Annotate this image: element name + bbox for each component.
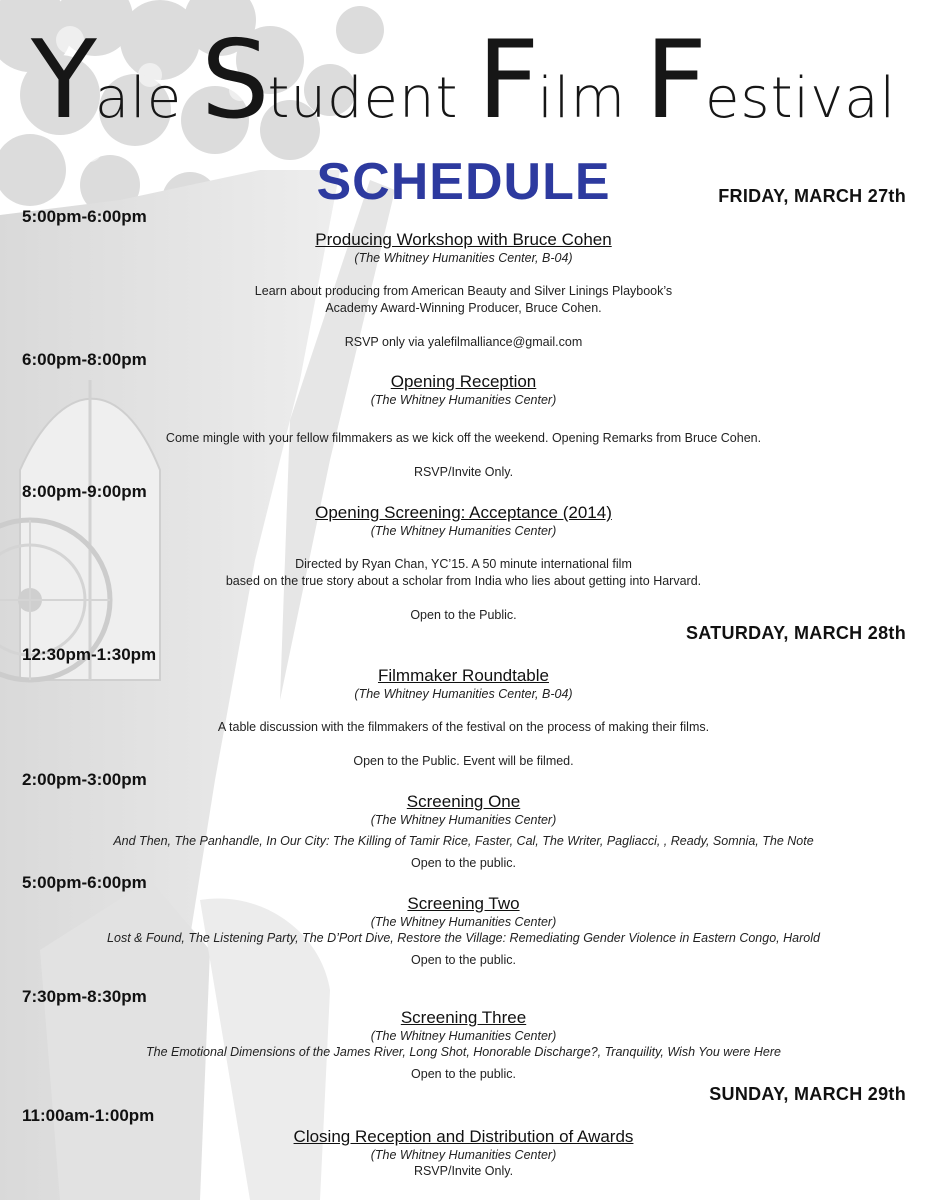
event-time: 2:00pm-3:00pm	[22, 770, 147, 789]
festival-title	[0, 18, 927, 143]
event-time: 12:30pm-1:30pm	[22, 645, 157, 664]
event-description-line: based on the true story about a scholar from India who lies about getting into Harvard.	[225, 574, 702, 588]
event-venue: (The Whitney Humanities Center)	[370, 1148, 557, 1162]
event-time: 11:00am-1:00pm	[22, 1106, 155, 1125]
event-block	[40, 230, 887, 351]
title-word: Student	[200, 18, 478, 143]
event-note: RSVP/Invite Only.	[413, 1164, 514, 1178]
event-description-line: Directed by Ryan Chan, YC’15. A 50 minute international film	[295, 557, 632, 571]
event-description-line: Academy Award-Winning Producer, Bruce Cohen.	[325, 301, 602, 315]
event-film-list: Lost & Found, The Listening Party, The D’Port Dive, Restore the Village: Remediating Gender Violence in Eastern Congo, Harold	[107, 931, 820, 945]
event-description-line: A table discussion with the filmmakers of the festival on the process of making their films.	[217, 720, 710, 734]
event-venue: (The Whitney Humanities Center)	[370, 393, 557, 407]
event-venue: (The Whitney Humanities Center, B-04)	[354, 251, 573, 265]
event-title: Screening Two	[407, 894, 520, 913]
event-film-list: The Emotional Dimensions of the James River, Long Shot, Honorable Discharge?, Tranquility, Wish You were Here	[146, 1045, 781, 1059]
event-venue: (The Whitney Humanities Center)	[370, 915, 557, 929]
day-heading-friday: FRIDAY, MARCH 27th	[718, 186, 906, 206]
event-note: Open to the public.	[411, 856, 516, 870]
event-venue: (The Whitney Humanities Center, B-04)	[354, 687, 573, 701]
event-block	[40, 503, 887, 624]
event-note: Open to the public.	[411, 1067, 516, 1081]
event-time: 5:00pm-6:00pm	[22, 873, 147, 892]
event-block	[40, 1008, 887, 1083]
event-note: Open to the Public.	[410, 608, 517, 622]
event-note: Open to the Public. Event will be filmed.	[353, 754, 574, 768]
event-time: 5:00pm-6:00pm	[22, 207, 147, 226]
title-word: Festival	[644, 18, 897, 143]
event-description-line: Come mingle with your fellow filmmakers as we kick off the weekend. Opening Remarks from Bruce Cohen.	[165, 431, 762, 445]
event-note: RSVP/Invite Only.	[413, 465, 514, 479]
title-word: Yale	[30, 18, 201, 143]
event-title: Opening Screening: Acceptance (2014)	[315, 503, 612, 522]
event-block	[40, 1127, 887, 1180]
event-description-line: Learn about producing from American Beauty and Silver Linings Playbook’s	[254, 284, 673, 298]
event-venue: (The Whitney Humanities Center)	[370, 813, 557, 827]
event-time: 6:00pm-8:00pm	[22, 350, 147, 369]
event-time: 8:00pm-9:00pm	[22, 482, 147, 501]
event-title: Screening One	[406, 792, 521, 811]
event-title: Screening Three	[400, 1008, 527, 1027]
event-title: Opening Reception	[390, 372, 537, 391]
event-venue: (The Whitney Humanities Center)	[370, 524, 557, 538]
event-block	[40, 666, 887, 770]
title-word: Film	[477, 18, 645, 143]
event-note: Open to the public.	[411, 953, 516, 967]
day-heading-sunday: SUNDAY, MARCH 29th	[709, 1084, 906, 1104]
event-block	[40, 792, 887, 872]
event-block	[40, 894, 887, 969]
event-title: Filmmaker Roundtable	[377, 666, 549, 685]
event-note: RSVP only via yalefilmalliance@gmail.com	[344, 335, 583, 349]
event-film-list: And Then, The Panhandle, In Our City: The Killing of Tamir Rice, Faster, Cal, The Writer, Pagliacci, , Ready, Somnia, The Note	[113, 834, 814, 848]
day-heading-saturday: SATURDAY, MARCH 28th	[685, 623, 906, 643]
event-title: Closing Reception and Distribution of Awards	[293, 1127, 634, 1146]
event-block	[40, 372, 887, 481]
event-venue: (The Whitney Humanities Center)	[370, 1029, 557, 1043]
event-time: 7:30pm-8:30pm	[22, 987, 147, 1006]
schedule-heading: SCHEDULE	[316, 153, 611, 211]
event-title: Producing Workshop with Bruce Cohen	[315, 230, 612, 249]
